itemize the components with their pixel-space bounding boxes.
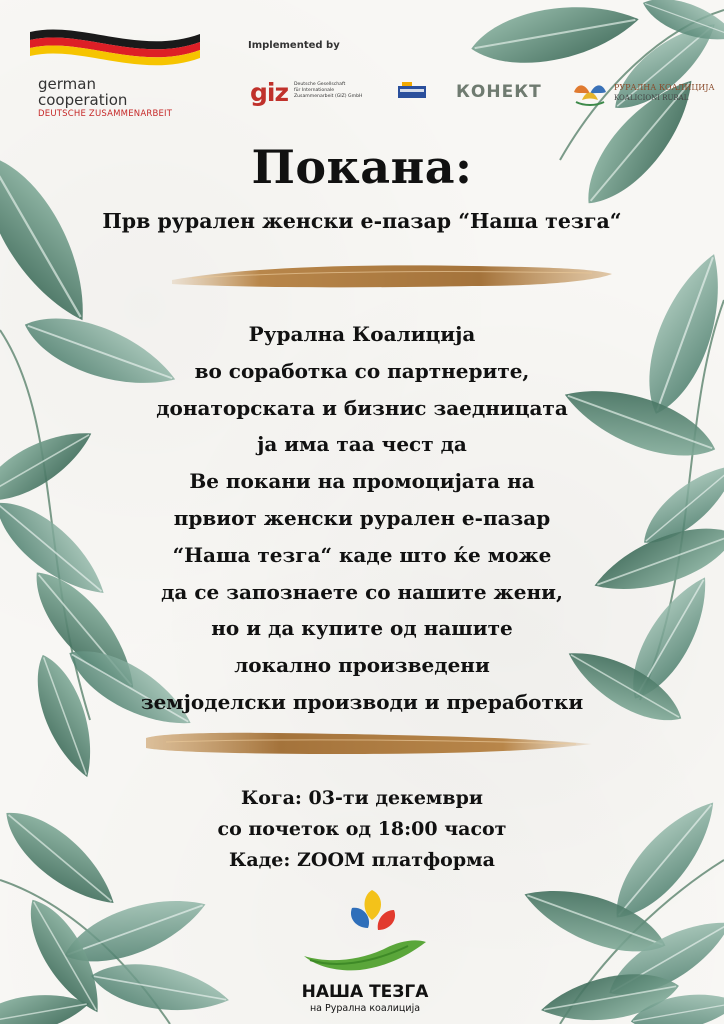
giz-mark: giz (250, 78, 289, 107)
rural-coalition-text1: РУРАЛНА КОАЛИЦИЈА (614, 83, 715, 92)
event-time: со почеток од 18:00 часот (217, 818, 507, 840)
giz-text-line2: für Internationale (294, 88, 335, 93)
gold-brush-stroke-icon (172, 256, 612, 296)
german-cooperation-sub: DEUTSCHE ZUSAMMENARBEIT (38, 109, 173, 119)
giz-text-line3: Zusammenarbeit (GIZ) GmbH (294, 94, 363, 99)
body-line: во соработка со партнерите, (194, 358, 530, 383)
rural-coalition-text2: KOALICIONI RURAL (614, 94, 689, 102)
body-line: земјоделски производи и преработки (140, 689, 584, 714)
body-line: ја има таа чест да (257, 432, 467, 457)
event-date: Кога: 03-ти декември (241, 787, 483, 809)
page-subtitle: Прв рурален женски е-пазар “Наша тезга“ (102, 209, 622, 233)
konekt-logo-icon: КОНЕКТ (456, 82, 542, 102)
german-cooperation-line2: cooperation (38, 91, 128, 109)
nasha-tezga-name: НАША ТЕЗГА (301, 982, 429, 1002)
nasha-tezga-emblem-icon (290, 886, 440, 982)
nasha-tezga-sub: на Рурална коалиција (309, 1003, 421, 1014)
body-line: да се запознаете со нашите жени, (161, 579, 563, 604)
body-line: но и да купите од нашите (211, 616, 513, 641)
body-line: првиот женски рурален е-пазар (173, 505, 551, 530)
body-line: Рурална Коалиција (248, 322, 476, 346)
german-cooperation-logo (30, 26, 205, 126)
german-cooperation-line1: german (38, 75, 96, 93)
rural-coalition-logo-icon (570, 80, 715, 106)
nasha-tezga-logo-icon (290, 886, 440, 1018)
body-line: донаторската и бизнис заедницата (156, 395, 568, 420)
invitation-body (0, 316, 724, 721)
partner-logo-icon (396, 80, 428, 100)
body-line: локално произведени (234, 653, 490, 678)
giz-text-line1: Deutsche Gesellschaft (294, 82, 346, 87)
gold-brush-stroke-icon (146, 722, 592, 764)
body-line: Ве покани на промоцијата на (189, 469, 535, 494)
body-line: “Наша тезга“ каде што ќе може (172, 542, 552, 567)
implemented-by-label: Implemented by (248, 40, 340, 51)
event-location: Каде: ZOOM платформа (229, 849, 495, 871)
page-title: Покана: (251, 140, 473, 194)
event-details (0, 783, 724, 876)
rural-coalition-flower-icon (570, 80, 610, 106)
